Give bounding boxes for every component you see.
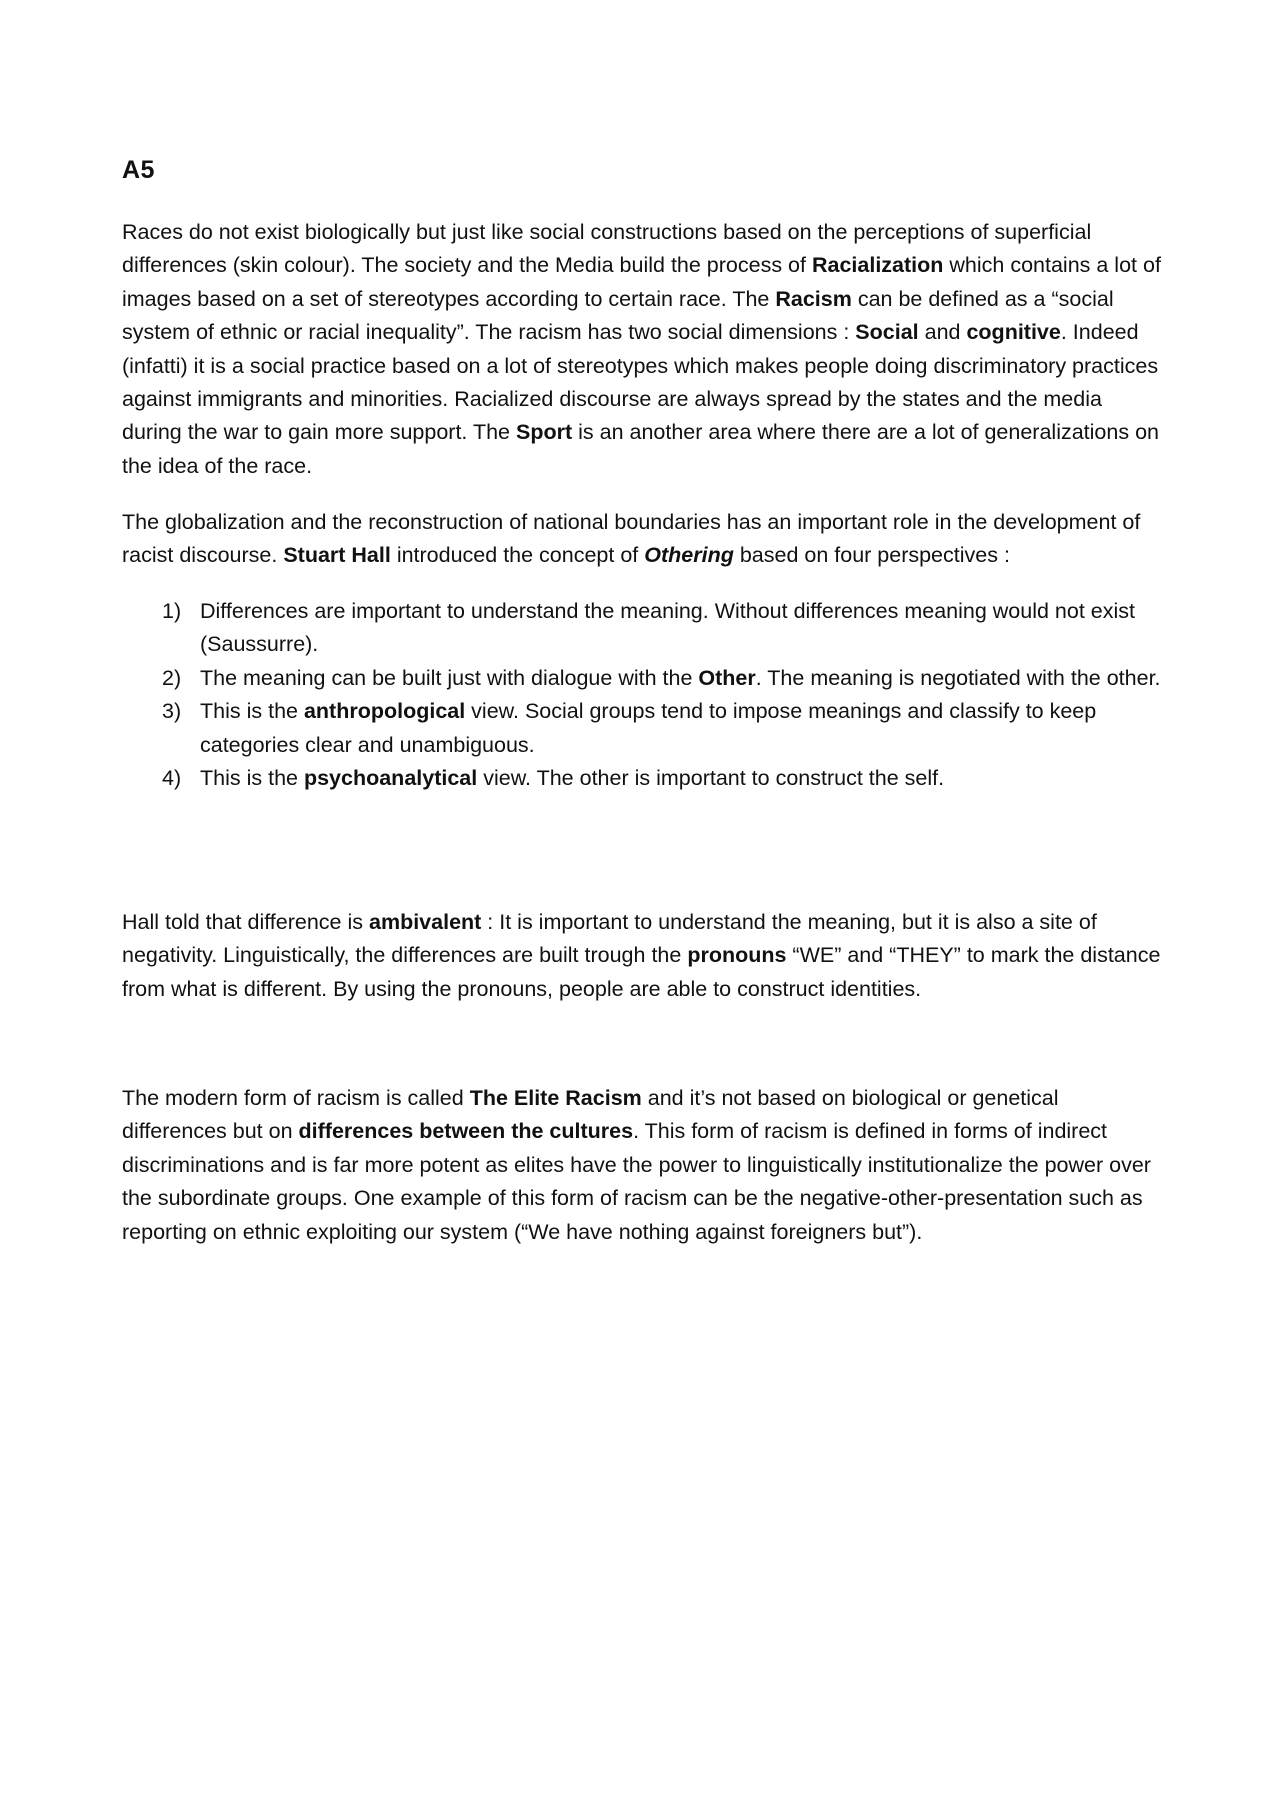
- list-item: [122, 662, 1162, 695]
- text-run: introduced the concept of: [390, 543, 645, 568]
- section-heading: A5: [122, 156, 155, 184]
- text-run: can be defined as a “social system of ethnic or racial inequality”. The racism has two social dimensions :: [122, 286, 1114, 345]
- term-differences-cultures: differences between the cultures: [298, 1119, 634, 1144]
- term-pronouns: pronouns: [687, 943, 787, 968]
- text-run: The globalization and the reconstruction of national boundaries has an important role in the development of racist discourse.: [122, 510, 1141, 568]
- paragraph-othering: [122, 506, 1162, 573]
- text-run: Differences are important to understand the meaning. Without differences meaning would not exist (Saussurre).: [200, 599, 1135, 657]
- text-run: and it’s not based on biological or genetical differences but on: [122, 1086, 1059, 1144]
- text-run: is an another area where there are a lot of generalizations on the idea of the race.: [122, 420, 1159, 478]
- text-run: Hall told that difference is: [122, 910, 369, 934]
- text-run: based on four perspectives :: [733, 543, 1010, 568]
- list-number: 2): [162, 665, 182, 690]
- list-number: 4): [162, 766, 182, 791]
- text-run: The meaning can be built just with dialogue with the: [200, 665, 699, 690]
- list-item: [122, 762, 1162, 795]
- text-run: view. The other is important to construct the self.: [477, 766, 945, 791]
- list-item: [122, 695, 1162, 762]
- text-run: “WE” and “THEY” to mark the distance from what is different. By using the pronouns, people are able to construct identities.: [122, 943, 1161, 1001]
- text-run: Races do not exist biologically but just like social constructions based on the perceptions of superficial differences (skin colour). The society and the Media build the process of: [122, 220, 1092, 278]
- term-anthropological: anthropological: [303, 699, 466, 724]
- term-racialization: Racialization: [811, 253, 944, 278]
- term-psychoanalytical: psychoanalytical: [303, 766, 478, 791]
- term-other: Other: [698, 665, 756, 690]
- list-number: 3): [162, 699, 182, 724]
- text-run: . Indeed (infatti) it is a social practice based on a lot of stereotypes which makes people doing discriminatory practices against immigrants and minorities. Racialized discourse are always spread by the states and the media during the war to gain more support. The: [122, 320, 1159, 445]
- list-item: [122, 595, 1162, 662]
- term-othering: Othering: [644, 543, 734, 568]
- text-run: and: [918, 320, 967, 345]
- term-elite-racism: The Elite Racism: [469, 1086, 642, 1110]
- term-social: Social: [855, 320, 919, 345]
- text-run: view. Social groups tend to impose meanings and classify to keep categories clear and unambiguous.: [200, 699, 1097, 757]
- text-run: This is the: [200, 699, 304, 724]
- term-ambivalent: ambivalent: [369, 910, 482, 934]
- perspectives-list: [122, 595, 1162, 795]
- paragraph-elite-racism: [122, 1082, 1162, 1249]
- text-run: This is the: [200, 766, 304, 791]
- paragraph-ambivalence: [122, 906, 1162, 1006]
- text-run: The modern form of racism is called: [122, 1086, 470, 1110]
- text-run: . The meaning is negotiated with the other.: [755, 665, 1161, 690]
- term-stuart-hall: Stuart Hall: [283, 543, 391, 568]
- term-racism: Racism: [775, 286, 852, 311]
- term-cognitive: cognitive: [966, 320, 1061, 345]
- text-run: . This form of racism is defined in forms of indirect discriminations and is far more potent as elites have the power to linguistically institutionalize the power over the subordinate groups. One example of this form of racism can be the negative-other-presentation such as reporting on ethnic exploiting our system (“We have nothing against foreigners but”).: [122, 1119, 1151, 1244]
- term-sport: Sport: [516, 420, 573, 445]
- paragraph-racialization: [122, 216, 1162, 483]
- list-number: 1): [162, 599, 182, 623]
- text-run: which contains a lot of images based on a set of stereotypes according to certain race. The: [122, 253, 1161, 311]
- text-run: : It is important to understand the meaning, but it is also a site of negativity. Linguistically, the differences are built trough the: [122, 910, 1097, 968]
